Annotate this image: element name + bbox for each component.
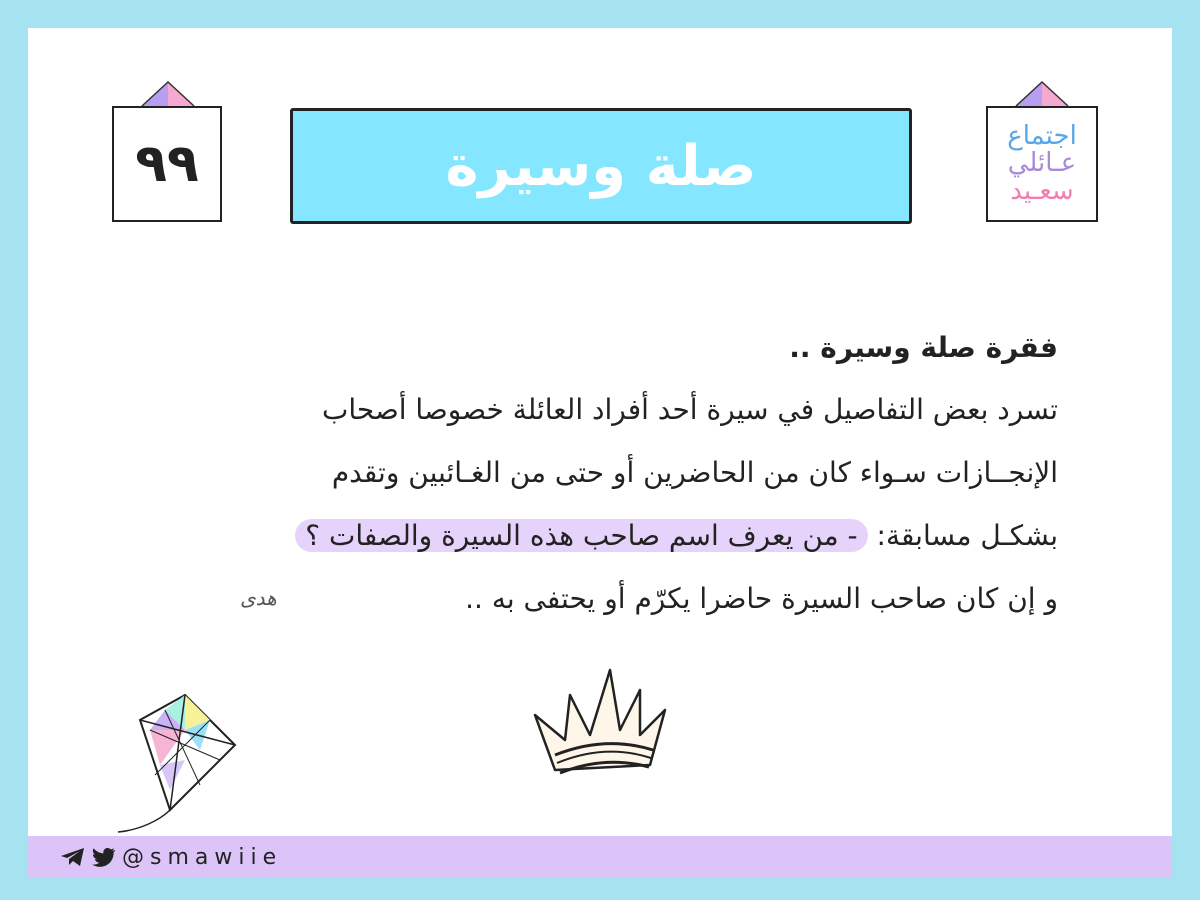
page-number-badge [112, 106, 222, 222]
body-line-2: الإنجــازات سـواء كان من الحاضرين أو حتى من الغـائبين وتقدم [331, 456, 1058, 489]
highlighted-question: - من يعرف اسم صاحب هذه السيرة والصفات ؟ [295, 519, 867, 552]
footer-bar [28, 836, 1172, 878]
body-line-1: تسرد بعض التفاصيل في سيرة أحد أفراد العائلة خصوصا أصحاب [322, 393, 1058, 426]
body-line-3-prefix: بشكـل مسابقة: [876, 519, 1058, 552]
body-line-4: و إن كان صاحب السيرة حاضرا يكرّم أو يحتفى به .. [465, 582, 1058, 615]
body-text [130, 318, 1058, 630]
kite-top-right-icon [1014, 80, 1070, 108]
telegram-icon[interactable] [60, 846, 86, 868]
logo-line-3: سعـيد [1010, 175, 1074, 206]
body-line-3 [130, 504, 1058, 567]
section-heading: فقرة صلة وسيرة .. [789, 331, 1058, 364]
kite-decoration-icon [110, 690, 240, 840]
title-bar [290, 108, 912, 224]
crown-icon [525, 655, 675, 795]
signature: هدى [240, 586, 277, 610]
logo-line-1: اجتماع [1007, 121, 1077, 152]
page-number: ٩٩ [135, 134, 199, 194]
page-title: صلة وسيرة [445, 133, 757, 199]
logo-line-2: عـائلي [1007, 148, 1077, 179]
social-handle[interactable]: @smawiie [122, 844, 283, 870]
twitter-icon[interactable] [92, 847, 116, 867]
kite-top-left-icon [140, 80, 196, 108]
logo-box [986, 106, 1098, 222]
